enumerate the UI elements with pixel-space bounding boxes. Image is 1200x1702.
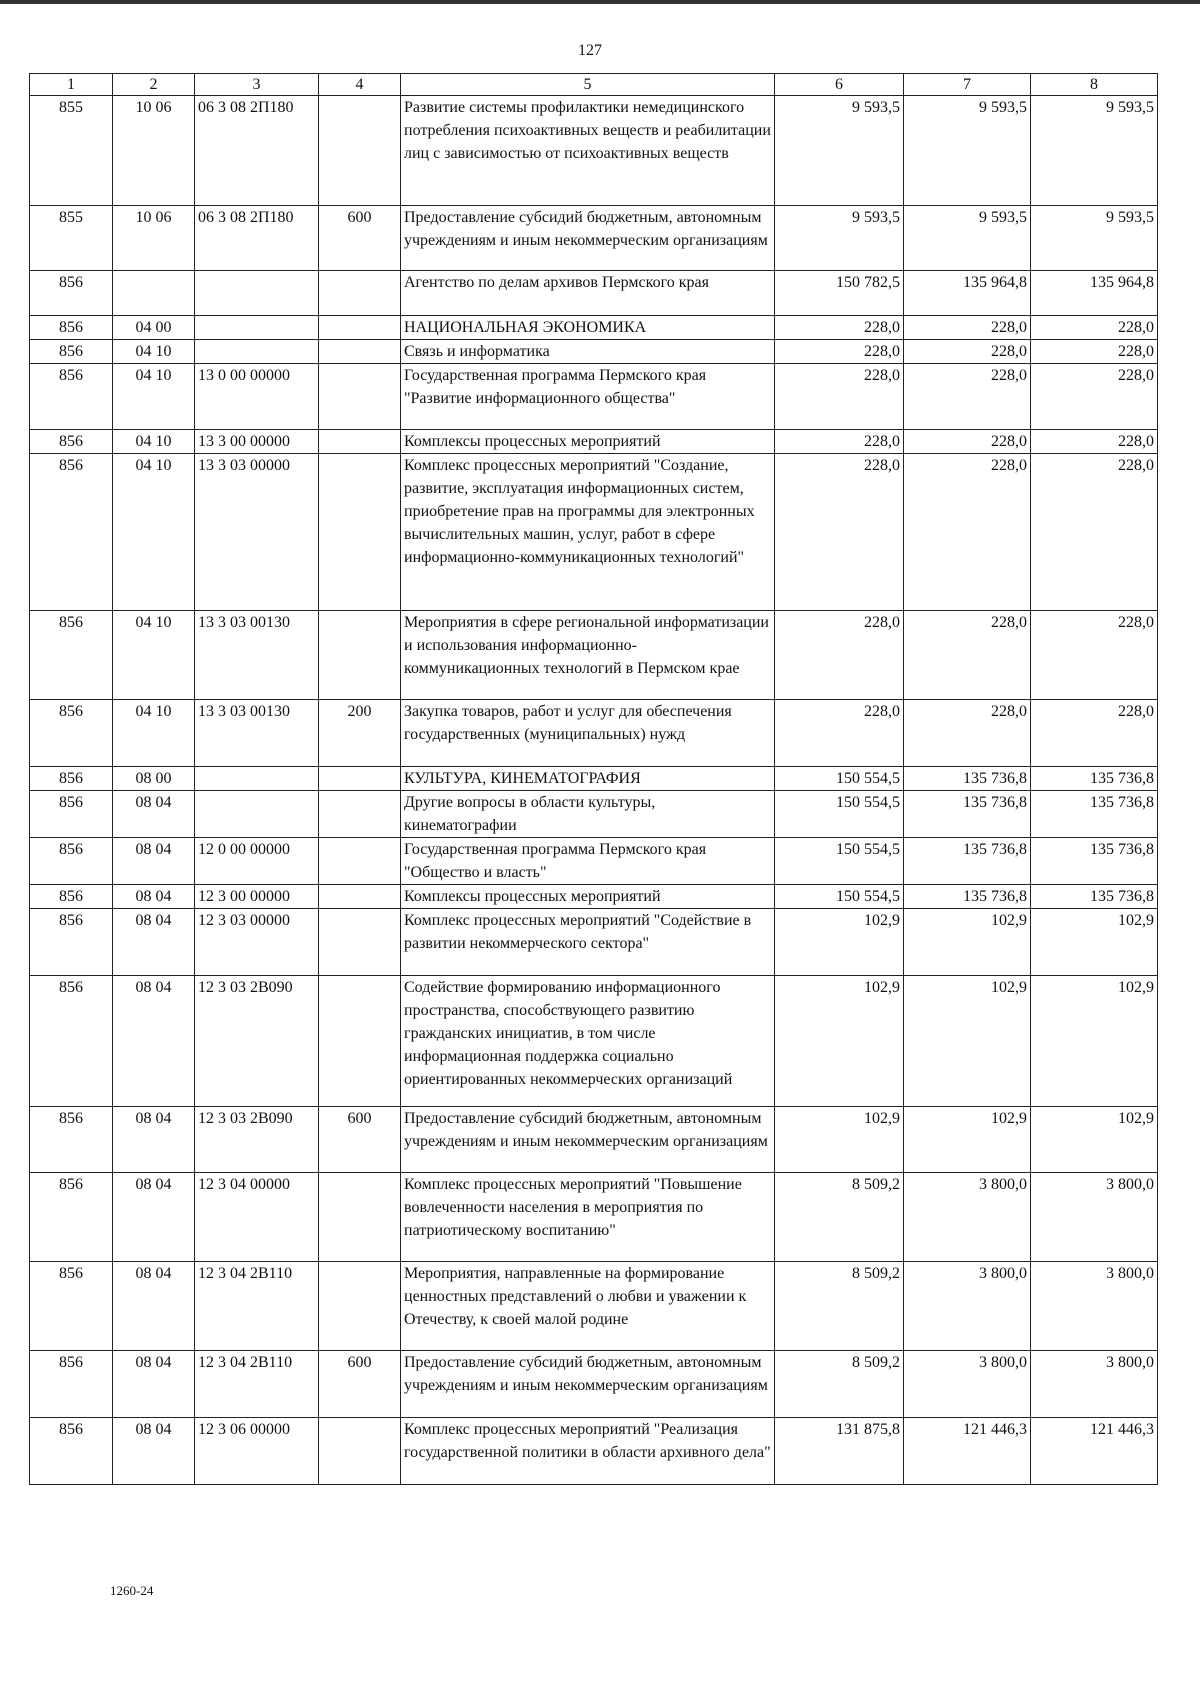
item-name: Предоставление субсидий бюджетным, автономным учреждениям и иным некоммерческим организациям: [401, 1107, 775, 1173]
table-row: [30, 364, 1158, 430]
item-name: Предоставление субсидий бюджетным, автономным учреждениям и иным некоммерческим организациям: [401, 206, 775, 271]
amount-column-7: 135 736,8: [904, 791, 1031, 838]
section-code: 08 04: [113, 976, 195, 1107]
amount-column-8: 102,9: [1031, 976, 1158, 1107]
amount-column-6: 150 554,5: [775, 791, 904, 838]
table-row: [30, 885, 1158, 909]
amount-column-8: 228,0: [1031, 700, 1158, 767]
department-code: 856: [30, 885, 113, 909]
column-header: 5: [401, 74, 775, 96]
budget-table-body: [30, 96, 1158, 1485]
item-name: Комплекс процессных мероприятий "Содействие в развитии некоммерческого сектора": [401, 909, 775, 976]
department-code: 856: [30, 271, 113, 316]
table-row: [30, 700, 1158, 767]
amount-column-7: 9 593,5: [904, 206, 1031, 271]
amount-column-7: 3 800,0: [904, 1173, 1031, 1262]
amount-column-6: 9 593,5: [775, 96, 904, 206]
amount-column-6: 228,0: [775, 364, 904, 430]
target-article-code: 12 3 06 00000: [195, 1418, 319, 1485]
amount-column-6: 9 593,5: [775, 206, 904, 271]
department-code: 856: [30, 1351, 113, 1418]
department-code: 856: [30, 430, 113, 454]
department-code: 856: [30, 767, 113, 791]
table-row: [30, 1173, 1158, 1262]
target-article-code: [195, 340, 319, 364]
item-name: Комплекс процессных мероприятий "Реализация государственной политики в области архивного дела": [401, 1418, 775, 1485]
column-header: 8: [1031, 74, 1158, 96]
amount-column-6: 131 875,8: [775, 1418, 904, 1485]
item-name: Комплексы процессных мероприятий: [401, 430, 775, 454]
item-name: Мероприятия, направленные на формирование ценностных представлений о любви и уважении к Отечеству, к своей малой родине: [401, 1262, 775, 1351]
item-name: Развитие системы профилактики немедицинского потребления психоактивных веществ и реабилитации лиц с зависимостью от психоактивных веществ: [401, 96, 775, 206]
department-code: 856: [30, 340, 113, 364]
amount-column-8: 3 800,0: [1031, 1351, 1158, 1418]
expense-kind-code: [319, 791, 401, 838]
expense-kind-code: [319, 767, 401, 791]
amount-column-8: 9 593,5: [1031, 206, 1158, 271]
section-code: 08 04: [113, 1107, 195, 1173]
amount-column-8: 228,0: [1031, 611, 1158, 700]
amount-column-6: 150 782,5: [775, 271, 904, 316]
table-row: [30, 909, 1158, 976]
amount-column-6: 228,0: [775, 316, 904, 340]
expense-kind-code: [319, 454, 401, 611]
column-header: 6: [775, 74, 904, 96]
table-row: [30, 430, 1158, 454]
target-article-code: [195, 791, 319, 838]
section-code: 08 04: [113, 838, 195, 885]
target-article-code: 12 3 04 2В110: [195, 1262, 319, 1351]
section-code: 08 04: [113, 1418, 195, 1485]
amount-column-8: 228,0: [1031, 316, 1158, 340]
item-name: Связь и информатика: [401, 340, 775, 364]
amount-column-6: 150 554,5: [775, 885, 904, 909]
amount-column-6: 102,9: [775, 1107, 904, 1173]
amount-column-8: 228,0: [1031, 454, 1158, 611]
amount-column-7: 228,0: [904, 316, 1031, 340]
department-code: 856: [30, 1107, 113, 1173]
page-number: 127: [578, 42, 602, 59]
section-code: 10 06: [113, 206, 195, 271]
expense-kind-code: [319, 316, 401, 340]
expense-kind-code: [319, 340, 401, 364]
expense-kind-code: [319, 885, 401, 909]
table-row: [30, 271, 1158, 316]
department-code: 856: [30, 838, 113, 885]
expense-kind-code: [319, 611, 401, 700]
amount-column-6: 102,9: [775, 909, 904, 976]
budget-table: [29, 73, 1158, 1485]
amount-column-6: 228,0: [775, 430, 904, 454]
amount-column-6: 150 554,5: [775, 838, 904, 885]
target-article-code: [195, 271, 319, 316]
section-code: 08 04: [113, 1262, 195, 1351]
amount-column-8: 121 446,3: [1031, 1418, 1158, 1485]
column-header: 3: [195, 74, 319, 96]
department-code: 856: [30, 364, 113, 430]
document-code: 1260-24: [110, 1583, 154, 1598]
amount-column-6: 8 509,2: [775, 1262, 904, 1351]
target-article-code: 06 3 08 2П180: [195, 206, 319, 271]
target-article-code: 13 3 03 00130: [195, 611, 319, 700]
section-code: 04 10: [113, 454, 195, 611]
table-row: [30, 206, 1158, 271]
expense-kind-code: 600: [319, 1351, 401, 1418]
amount-column-8: 102,9: [1031, 909, 1158, 976]
department-code: 855: [30, 96, 113, 206]
amount-column-8: 3 800,0: [1031, 1262, 1158, 1351]
column-header: 2: [113, 74, 195, 96]
item-name: КУЛЬТУРА, КИНЕМАТОГРАФИЯ: [401, 767, 775, 791]
section-code: 08 00: [113, 767, 195, 791]
table-row: [30, 1107, 1158, 1173]
expense-kind-code: [319, 271, 401, 316]
amount-column-6: 8 509,2: [775, 1173, 904, 1262]
section-code: 08 04: [113, 885, 195, 909]
target-article-code: 12 3 03 00000: [195, 909, 319, 976]
amount-column-7: 3 800,0: [904, 1262, 1031, 1351]
amount-column-8: 135 736,8: [1031, 791, 1158, 838]
amount-column-8: 228,0: [1031, 364, 1158, 430]
table-row: [30, 340, 1158, 364]
table-row: [30, 316, 1158, 340]
target-article-code: 13 0 00 00000: [195, 364, 319, 430]
expense-kind-code: [319, 976, 401, 1107]
section-code: 04 10: [113, 611, 195, 700]
item-name: Агентство по делам архивов Пермского края: [401, 271, 775, 316]
target-article-code: 13 3 03 00130: [195, 700, 319, 767]
item-name: Другие вопросы в области культуры, кинематографии: [401, 791, 775, 838]
table-row: [30, 838, 1158, 885]
item-name: Предоставление субсидий бюджетным, автономным учреждениям и иным некоммерческим организациям: [401, 1351, 775, 1418]
column-number-row: [30, 74, 1158, 96]
amount-column-6: 228,0: [775, 611, 904, 700]
scan-top-edge: [0, 0, 1200, 4]
amount-column-6: 228,0: [775, 454, 904, 611]
expense-kind-code: [319, 364, 401, 430]
amount-column-8: 228,0: [1031, 340, 1158, 364]
item-name: Закупка товаров, работ и услуг для обеспечения государственных (муниципальных) нужд: [401, 700, 775, 767]
section-code: 08 04: [113, 1351, 195, 1418]
department-code: 856: [30, 316, 113, 340]
department-code: 855: [30, 206, 113, 271]
department-code: 856: [30, 454, 113, 611]
amount-column-7: 228,0: [904, 430, 1031, 454]
amount-column-8: 9 593,5: [1031, 96, 1158, 206]
department-code: 856: [30, 611, 113, 700]
amount-column-7: 228,0: [904, 454, 1031, 611]
expense-kind-code: [319, 1262, 401, 1351]
amount-column-8: 135 736,8: [1031, 838, 1158, 885]
amount-column-7: 228,0: [904, 611, 1031, 700]
department-code: 856: [30, 976, 113, 1107]
table-row: [30, 791, 1158, 838]
section-code: 08 04: [113, 791, 195, 838]
expense-kind-code: [319, 1418, 401, 1485]
section-code: 04 00: [113, 316, 195, 340]
expense-kind-code: [319, 96, 401, 206]
section-code: 08 04: [113, 1173, 195, 1262]
column-header: 1: [30, 74, 113, 96]
amount-column-7: 121 446,3: [904, 1418, 1031, 1485]
expense-kind-code: [319, 909, 401, 976]
item-name: Комплекс процессных мероприятий "Создание, развитие, эксплуатация информационных систем, приобретение прав на программы для электронных вычислительных машин, услуг, работ в сфере информационно-коммуникационных технологий": [401, 454, 775, 611]
table-row: [30, 1351, 1158, 1418]
amount-column-7: 228,0: [904, 340, 1031, 364]
target-article-code: 12 3 03 2В090: [195, 1107, 319, 1173]
item-name: Комплексы процессных мероприятий: [401, 885, 775, 909]
amount-column-7: 102,9: [904, 976, 1031, 1107]
department-code: 856: [30, 1418, 113, 1485]
amount-column-8: 228,0: [1031, 430, 1158, 454]
column-header: 7: [904, 74, 1031, 96]
expense-kind-code: [319, 1173, 401, 1262]
target-article-code: 13 3 00 00000: [195, 430, 319, 454]
amount-column-8: 135 736,8: [1031, 767, 1158, 791]
amount-column-8: 135 964,8: [1031, 271, 1158, 316]
table-row: [30, 976, 1158, 1107]
item-name: Комплекс процессных мероприятий "Повышение вовлеченности населения в мероприятия по патриотическому воспитанию": [401, 1173, 775, 1262]
amount-column-7: 135 736,8: [904, 767, 1031, 791]
target-article-code: 12 3 00 00000: [195, 885, 319, 909]
item-name: Содействие формированию информационного пространства, способствующего развитию гражданских инициатив, в том числе информационная поддержка социально ориентированных некоммерческих организаций: [401, 976, 775, 1107]
target-article-code: [195, 767, 319, 791]
target-article-code: 12 3 03 2В090: [195, 976, 319, 1107]
amount-column-6: 228,0: [775, 340, 904, 364]
section-code: 04 10: [113, 364, 195, 430]
expense-kind-code: [319, 838, 401, 885]
amount-column-7: 3 800,0: [904, 1351, 1031, 1418]
item-name: Государственная программа Пермского края "Общество и власть": [401, 838, 775, 885]
target-article-code: 06 3 08 2П180: [195, 96, 319, 206]
expense-kind-code: 600: [319, 1107, 401, 1173]
section-code: 04 10: [113, 700, 195, 767]
table-row: [30, 611, 1158, 700]
amount-column-7: 135 736,8: [904, 885, 1031, 909]
amount-column-7: 9 593,5: [904, 96, 1031, 206]
amount-column-7: 102,9: [904, 1107, 1031, 1173]
item-name: НАЦИОНАЛЬНАЯ ЭКОНОМИКА: [401, 316, 775, 340]
department-code: 856: [30, 909, 113, 976]
department-code: 856: [30, 1173, 113, 1262]
amount-column-8: 3 800,0: [1031, 1173, 1158, 1262]
column-header: 4: [319, 74, 401, 96]
target-article-code: 12 0 00 00000: [195, 838, 319, 885]
amount-column-7: 228,0: [904, 364, 1031, 430]
section-code: 04 10: [113, 340, 195, 364]
expense-kind-code: 600: [319, 206, 401, 271]
amount-column-6: 150 554,5: [775, 767, 904, 791]
section-code: 08 04: [113, 909, 195, 976]
section-code: [113, 271, 195, 316]
amount-column-7: 135 736,8: [904, 838, 1031, 885]
amount-column-7: 135 964,8: [904, 271, 1031, 316]
table-row: [30, 1262, 1158, 1351]
target-article-code: 13 3 03 00000: [195, 454, 319, 611]
amount-column-6: 102,9: [775, 976, 904, 1107]
amount-column-7: 228,0: [904, 700, 1031, 767]
table-row: [30, 767, 1158, 791]
expense-kind-code: [319, 430, 401, 454]
target-article-code: 12 3 04 2В110: [195, 1351, 319, 1418]
table-row: [30, 96, 1158, 206]
department-code: 856: [30, 1262, 113, 1351]
amount-column-8: 135 736,8: [1031, 885, 1158, 909]
section-code: 04 10: [113, 430, 195, 454]
amount-column-8: 102,9: [1031, 1107, 1158, 1173]
table-row: [30, 454, 1158, 611]
item-name: Государственная программа Пермского края "Развитие информационного общества": [401, 364, 775, 430]
target-article-code: [195, 316, 319, 340]
department-code: 856: [30, 791, 113, 838]
amount-column-7: 102,9: [904, 909, 1031, 976]
table-row: [30, 1418, 1158, 1485]
section-code: 10 06: [113, 96, 195, 206]
amount-column-6: 8 509,2: [775, 1351, 904, 1418]
department-code: 856: [30, 700, 113, 767]
item-name: Мероприятия в сфере региональной информатизации и использования информационно-коммуникационных технологий в Пермском крае: [401, 611, 775, 700]
target-article-code: 12 3 04 00000: [195, 1173, 319, 1262]
expense-kind-code: 200: [319, 700, 401, 767]
amount-column-6: 228,0: [775, 700, 904, 767]
